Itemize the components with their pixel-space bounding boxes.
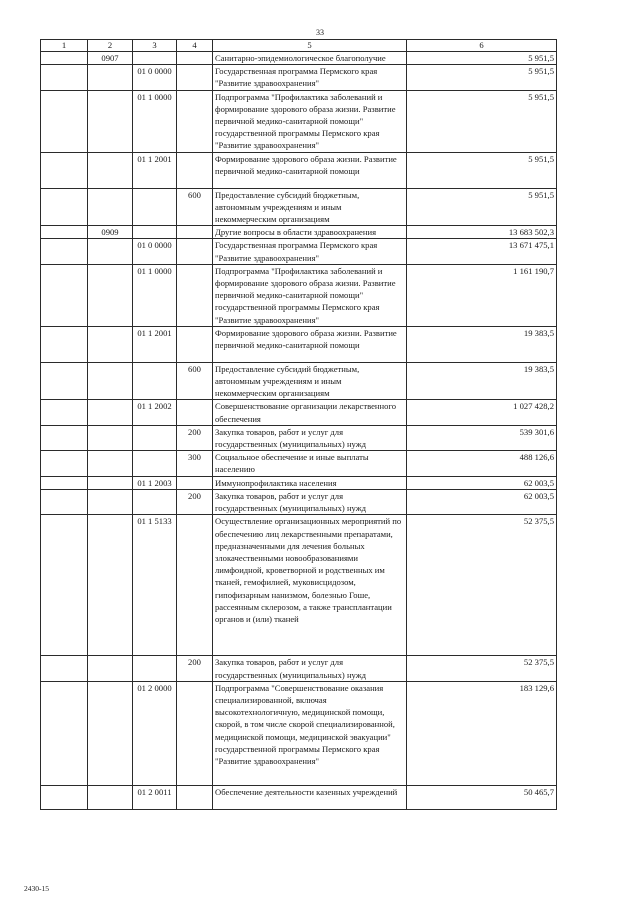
table-row [41, 152, 557, 188]
header-col-6: 6 [407, 40, 557, 52]
table-row [41, 52, 557, 65]
cell-level-code [41, 400, 88, 425]
cell-section-code [88, 489, 133, 514]
cell-target-article: 01 1 0000 [133, 90, 177, 152]
cell-target-article: 01 1 2001 [133, 326, 177, 362]
table-row [41, 515, 557, 656]
cell-section-code: 0907 [88, 52, 133, 65]
cell-section-code [88, 239, 133, 264]
table-body [41, 52, 557, 810]
cell-section-code [88, 152, 133, 188]
cell-amount: 5 951,5 [407, 65, 557, 90]
cell-expense-type [177, 515, 213, 656]
cell-level-code [41, 476, 88, 489]
cell-expense-type [177, 239, 213, 264]
table-row [41, 226, 557, 239]
cell-item-name: Государственная программа Пермского края "Развитие здравоохранения" [213, 239, 407, 264]
cell-expense-type [177, 52, 213, 65]
cell-target-article [133, 188, 177, 226]
cell-section-code [88, 425, 133, 450]
cell-amount: 62 003,5 [407, 489, 557, 514]
cell-section-code [88, 451, 133, 476]
cell-amount: 52 375,5 [407, 656, 557, 681]
cell-section-code [88, 656, 133, 681]
cell-amount: 13 683 502,3 [407, 226, 557, 239]
cell-level-code [41, 226, 88, 239]
cell-amount: 183 129,6 [407, 681, 557, 785]
cell-level-code [41, 264, 88, 326]
cell-expense-type [177, 90, 213, 152]
cell-level-code [41, 489, 88, 514]
cell-expense-type [177, 400, 213, 425]
table-row [41, 326, 557, 362]
cell-level-code [41, 362, 88, 400]
table-row [41, 425, 557, 450]
table-row [41, 90, 557, 152]
cell-expense-type [177, 326, 213, 362]
cell-amount: 1 161 190,7 [407, 264, 557, 326]
cell-level-code [41, 451, 88, 476]
table-row [41, 476, 557, 489]
cell-amount: 5 951,5 [407, 52, 557, 65]
cell-expense-type [177, 785, 213, 809]
cell-amount: 50 465,7 [407, 785, 557, 809]
cell-item-name: Социальное обеспечение и иные выплаты населению [213, 451, 407, 476]
cell-amount: 62 003,5 [407, 476, 557, 489]
table-row [41, 656, 557, 681]
cell-section-code [88, 65, 133, 90]
cell-item-name: Закупка товаров, работ и услуг для государственных (муниципальных) нужд [213, 489, 407, 514]
cell-item-name: Подпрограмма "Совершенствование оказания специализированной, включая высокотехнологичную, медицинской помощи, скорой, в том числе скорой специализированной, медицинской помощи, медицинской эвакуации" государственной программы Пермского края "Развитие здравоохранения" [213, 681, 407, 785]
cell-item-name: Закупка товаров, работ и услуг для государственных (муниципальных) нужд [213, 425, 407, 450]
cell-section-code: 0909 [88, 226, 133, 239]
cell-item-name: Обеспечение деятельности казенных учреждений [213, 785, 407, 809]
cell-target-article [133, 226, 177, 239]
cell-item-name: Совершенствование организации лекарственного обеспечения [213, 400, 407, 425]
cell-target-article [133, 52, 177, 65]
cell-item-name: Подпрограмма "Профилактика заболеваний и формирование здорового образа жизни. Развитие первичной медико-санитарной помощи" государственной программы Пермского края "Развитие здравоохранения" [213, 264, 407, 326]
cell-section-code [88, 400, 133, 425]
cell-level-code [41, 65, 88, 90]
cell-item-name: Государственная программа Пермского края "Развитие здравоохранения" [213, 65, 407, 90]
cell-amount: 1 027 428,2 [407, 400, 557, 425]
table-header-row [41, 40, 557, 52]
table-row [41, 681, 557, 785]
cell-expense-type [177, 476, 213, 489]
cell-section-code [88, 326, 133, 362]
cell-target-article: 01 1 2003 [133, 476, 177, 489]
cell-expense-type [177, 152, 213, 188]
cell-level-code [41, 52, 88, 65]
cell-level-code [41, 188, 88, 226]
table-row [41, 362, 557, 400]
cell-section-code [88, 515, 133, 656]
table-row [41, 785, 557, 809]
cell-expense-type: 200 [177, 425, 213, 450]
header-col-3: 3 [133, 40, 177, 52]
budget-table [40, 39, 557, 810]
cell-amount: 52 375,5 [407, 515, 557, 656]
cell-amount: 19 383,5 [407, 362, 557, 400]
cell-expense-type [177, 264, 213, 326]
cell-expense-type: 600 [177, 362, 213, 400]
table-row [41, 188, 557, 226]
table-row [41, 264, 557, 326]
cell-section-code [88, 90, 133, 152]
cell-item-name: Санитарно-эпидемиологическое благополучие [213, 52, 407, 65]
header-col-5: 5 [213, 40, 407, 52]
table-row [41, 65, 557, 90]
table-row [41, 451, 557, 476]
cell-level-code [41, 239, 88, 264]
cell-level-code [41, 785, 88, 809]
cell-amount: 5 951,5 [407, 90, 557, 152]
cell-item-name: Другие вопросы в области здравоохранения [213, 226, 407, 239]
cell-expense-type [177, 65, 213, 90]
cell-section-code [88, 362, 133, 400]
cell-section-code [88, 476, 133, 489]
cell-level-code [41, 152, 88, 188]
cell-item-name: Формирование здорового образа жизни. Развитие первичной медико-санитарной помощи [213, 326, 407, 362]
cell-expense-type [177, 681, 213, 785]
cell-section-code [88, 188, 133, 226]
cell-expense-type [177, 226, 213, 239]
cell-amount: 5 951,5 [407, 152, 557, 188]
cell-target-article: 01 2 0011 [133, 785, 177, 809]
cell-item-name: Подпрограмма "Профилактика заболеваний и формирование здорового образа жизни. Развитие первичной медико-санитарной помощи" государственной программы Пермского края "Развитие здравоохранения" [213, 90, 407, 152]
cell-target-article [133, 489, 177, 514]
cell-target-article [133, 425, 177, 450]
cell-item-name: Формирование здорового образа жизни. Развитие первичной медико-санитарной помощи [213, 152, 407, 188]
cell-target-article: 01 1 5133 [133, 515, 177, 656]
table-row [41, 489, 557, 514]
cell-expense-type: 200 [177, 489, 213, 514]
cell-amount: 488 126,6 [407, 451, 557, 476]
cell-target-article: 01 0 0000 [133, 239, 177, 264]
cell-target-article: 01 2 0000 [133, 681, 177, 785]
cell-target-article: 01 1 0000 [133, 264, 177, 326]
cell-expense-type: 300 [177, 451, 213, 476]
cell-section-code [88, 681, 133, 785]
cell-item-name: Иммунопрофилактика населения [213, 476, 407, 489]
cell-amount: 13 671 475,1 [407, 239, 557, 264]
cell-item-name: Предоставление субсидий бюджетным, автономным учреждениям и иным некоммерческим организациям [213, 362, 407, 400]
cell-level-code [41, 90, 88, 152]
cell-amount: 539 301,6 [407, 425, 557, 450]
cell-target-article: 01 0 0000 [133, 65, 177, 90]
cell-item-name: Осуществление организационных мероприятий по обеспечению лиц лекарственными препаратами, предназначенными для лечения больных злокачественными новообразованиями лимфоидной, кроветворной и родственных им тканей, гемофилией, муковисцидозом, гипофизарным нанизмом, болезнью Гоше, рассеянным склерозом, а также трансплантации органов и (или) тканей [213, 515, 407, 656]
cell-level-code [41, 425, 88, 450]
cell-expense-type: 200 [177, 656, 213, 681]
cell-amount: 19 383,5 [407, 326, 557, 362]
header-col-1: 1 [41, 40, 88, 52]
cell-section-code [88, 785, 133, 809]
header-col-4: 4 [177, 40, 213, 52]
header-col-2: 2 [88, 40, 133, 52]
table-row [41, 239, 557, 264]
cell-item-name: Предоставление субсидий бюджетным, автономным учреждениям и иным некоммерческим организациям [213, 188, 407, 226]
cell-level-code [41, 681, 88, 785]
cell-target-article: 01 1 2002 [133, 400, 177, 425]
cell-item-name: Закупка товаров, работ и услуг для государственных (муниципальных) нужд [213, 656, 407, 681]
cell-target-article [133, 451, 177, 476]
document-code: 2430-15 [24, 884, 49, 893]
cell-expense-type: 600 [177, 188, 213, 226]
cell-level-code [41, 326, 88, 362]
page-number: 33 [316, 28, 324, 37]
cell-target-article: 01 1 2001 [133, 152, 177, 188]
cell-level-code [41, 656, 88, 681]
table-row [41, 400, 557, 425]
cell-amount: 5 951,5 [407, 188, 557, 226]
cell-target-article [133, 362, 177, 400]
cell-section-code [88, 264, 133, 326]
cell-level-code [41, 515, 88, 656]
cell-target-article [133, 656, 177, 681]
